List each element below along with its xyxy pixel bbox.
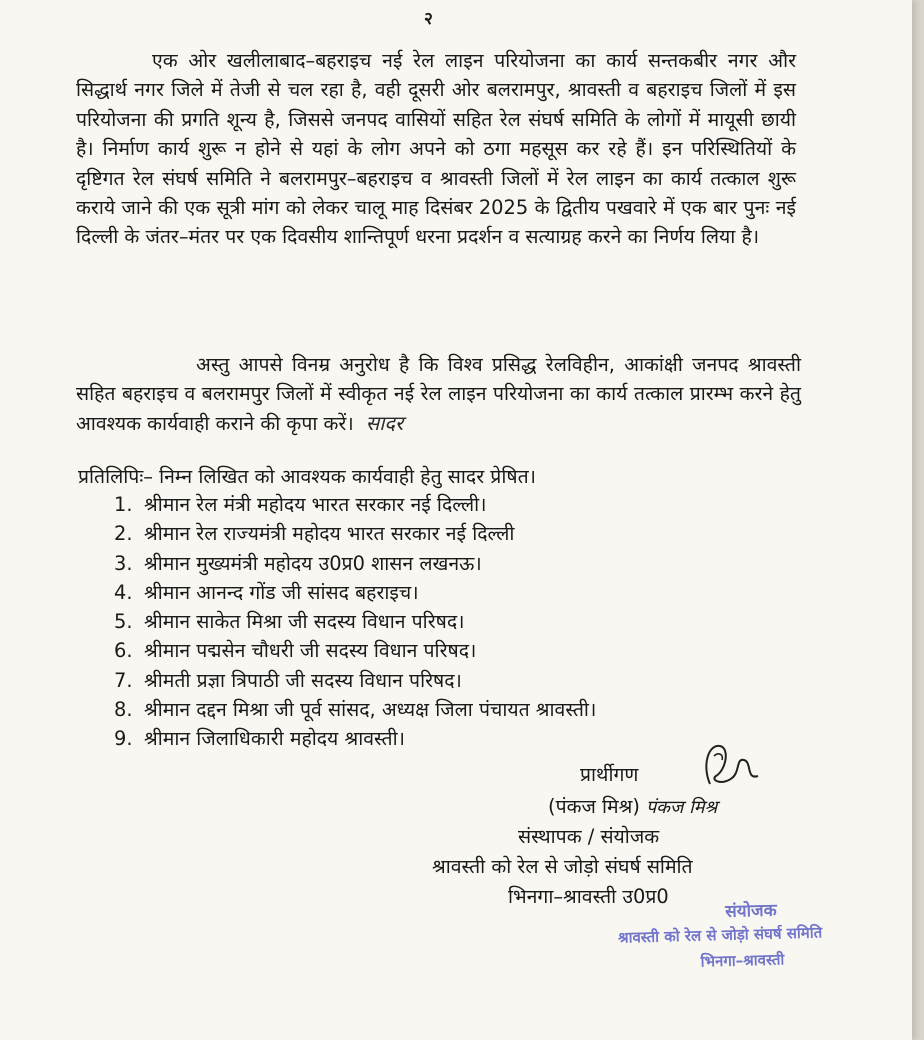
copy-to-item [114,695,596,724]
copy-to-item-text: श्रीमान रेल मंत्री महोदय भारत सरकार नई दिल्ली। [144,493,487,516]
copy-to-item [114,490,596,519]
handwritten-saadar: सादर [365,410,404,435]
stamp-place: भिनगा–श्रावस्ती [700,950,785,971]
signatory-organization: श्रावस्ती को रेल से जोड़ो संघर्ष समिति [432,855,693,878]
copy-to-item [114,724,596,753]
copy-to-item [114,607,596,636]
copy-to-list [114,490,596,754]
copy-to-item-text: श्रीमान मुख्यमंत्री महोदय उ0प्र0 शासन लखनऊ। [144,551,482,575]
copy-to-heading: प्रतिलिपिः– निम्न लिखित को आवश्यक कार्यवाही हेतु सादर प्रेषित। [78,465,536,488]
copy-to-item [114,636,596,665]
body-paragraph-2 [76,350,801,438]
copy-to-item-text: श्रीमान दद्दन मिश्रा जी पूर्व सांसद, अध्यक्ष जिला पंचायत श्रावस्ती। [144,698,597,722]
copy-to-item-number: 8. [114,698,133,722]
copy-to-item-number: 1. [114,493,133,516]
copy-to-item [114,519,596,548]
signatory-name: (पंकज मिश्र) [548,795,640,818]
handwritten-signature-name: पंकज मिश्र [645,797,718,818]
page-number-marker: २ [424,9,433,29]
copy-to-item-number: 6. [114,639,133,663]
copy-to-item-number: 2. [114,522,133,546]
signatory-role: संस्थापक / संयोजक [518,825,660,848]
signature-salutation: प्रार्थीगण [580,763,639,786]
official-stamp [617,894,909,982]
copy-to-item-number: 3. [114,551,133,575]
copy-to-item-text: श्रीमान जिलाधिकारी महोदय श्रावस्ती। [144,727,405,751]
copy-to-item-text: श्रीमान रेल राज्यमंत्री महोदय भारत सरकार नई दिल्ली [144,522,515,546]
copy-to-item-text: श्रीमान पद्मसेन चौधरी जी सदस्य विधान परिषद। [144,639,477,663]
signatory-place: भिनगा–श्रावस्ती उ0प्र0 [508,885,669,908]
body-paragraph-1: एक ओर खलीलाबाद–बहराइच नई रेल लाइन परियोजना का कार्य सन्तकबीर नगर और सिद्धार्थ नगर जिले में तेजी से चल रहा है, वही दूसरी ओर बलरामपुर, श्रावस्ती व बहराइच जिलों में इस परियोजना की प्रगति शून्य है, जिससे जनपद वासियों सहित रेल संघर्ष समिति के लोगों में मायूसी छायी है। निर्माण कार्य शुरू न होने से यहां के लोग अपने को ठगा महसूस कर रहे हैं। इन परिस्थितियों के दृष्टिगत रेल संघर्ष समिति ने बलरामपुर–बहराइच व श्रावस्ती जिलों में रेल लाइन का कार्य तत्काल शुरू कराये जाने की एक सूत्री मांग को लेकर चालू माह दिसंबर 2025 के द्वितीय पखवारे में एक बार पुनः नई दिल्ली के जंतर–मंतर पर एक दिवसीय शान्तिपूर्ण धरना प्रदर्शन व सत्याग्रह करने का निर्णय लिया है। [76,49,796,249]
signature-name-line [548,792,717,822]
copy-to-item-text: श्रीमती प्रज्ञा त्रिपाठी जी सदस्य विधान परिषद। [144,668,462,692]
copy-to-item-text: श्रीमान आनन्द गोंड जी सांसद बहराइच। [144,580,419,604]
copy-to-item-number: 4. [114,580,133,604]
copy-to-item [114,549,596,578]
copy-to-item-number: 9. [114,727,133,751]
copy-to-item-number: 5. [114,610,133,634]
body-paragraph-2-text: अस्तु आपसे विनम्र अनुरोध है कि विश्व प्रसिद्ध रेलविहीन, आकांक्षी जनपद श्रावस्ती सहित बहराइच व बलरामपुर जिलों में स्वीकृत नई रेल लाइन परियोजना का कार्य तत्काल प्रारम्भ करने हेतु आवश्यक कार्यवाही कराने की कृपा करें। [76,353,801,435]
copy-to-item-text: श्रीमान साकेत मिश्रा जी सदस्य विधान परिषद। [144,610,465,634]
copy-to-item [114,578,596,607]
handwritten-signature-icon [696,736,766,796]
stamp-organization: श्रावस्ती को रेल से जोड़ो संघर्ष समिति [617,923,823,947]
stamp-title: संयोजक [725,900,777,922]
copy-to-item [114,666,596,695]
copy-to-item-number: 7. [114,668,133,692]
